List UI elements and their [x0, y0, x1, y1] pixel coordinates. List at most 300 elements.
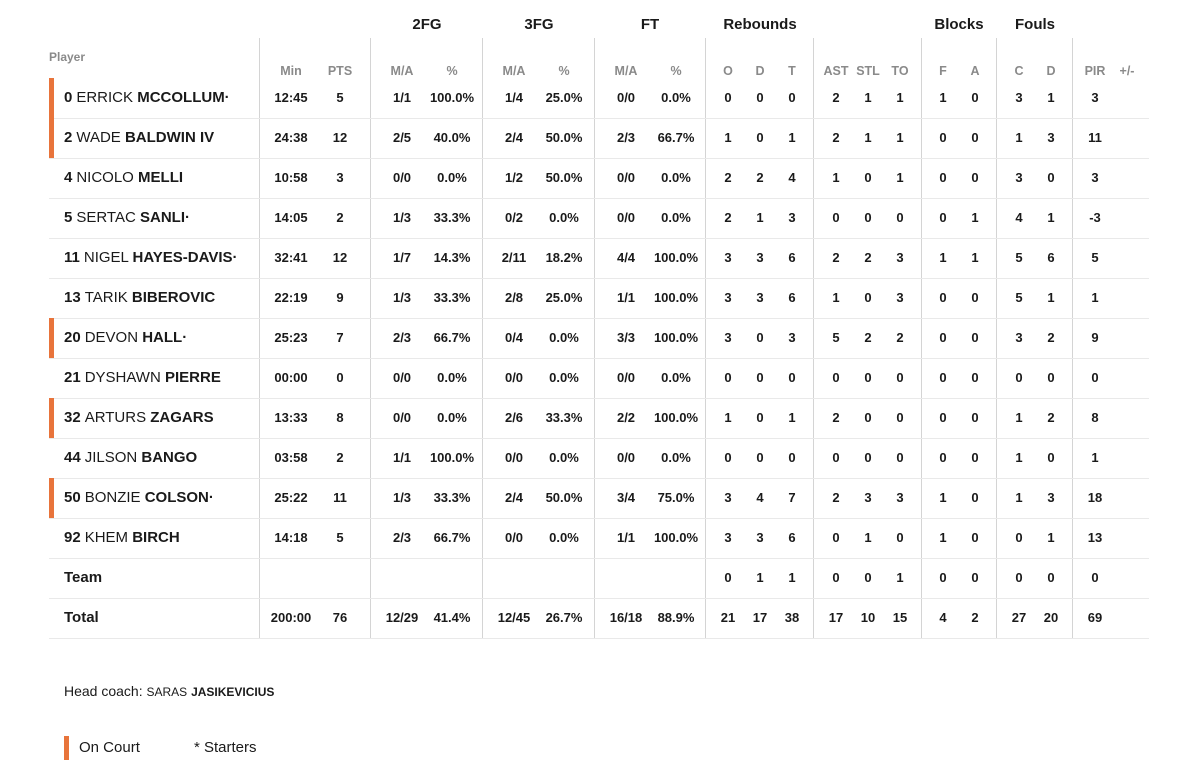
col-header-pir: PIR	[1084, 64, 1106, 78]
col-header-ft-ma: M/A	[614, 64, 638, 78]
stat-pts: 9	[336, 290, 344, 305]
stat-2fg-ma: 1/3	[392, 490, 412, 505]
stat-to: 1	[896, 130, 904, 145]
stat-stl: 2	[864, 330, 872, 345]
stat-foul-d: 20	[1043, 610, 1059, 625]
player-name[interactable]	[64, 329, 187, 346]
player-first-name: DYSHAWN	[84, 369, 161, 386]
stat-blk-f: 1	[939, 530, 947, 545]
col-header-3fg-pct: %	[558, 64, 570, 78]
stat-blk-f: 0	[939, 130, 947, 145]
stat-reb-o: 3	[724, 250, 732, 265]
stat-foul-c: 27	[1011, 610, 1027, 625]
stat-3fg-ma: 2/11	[501, 250, 527, 265]
col-header-reb-o: O	[723, 64, 733, 78]
stat-reb-o: 2	[724, 210, 732, 225]
stat-reb-t: 3	[788, 210, 796, 225]
group-blocks: Blocks	[934, 16, 984, 33]
player-name[interactable]	[64, 249, 238, 266]
stat-ft-pct: 75.0%	[657, 490, 695, 505]
stat-ft-ma: 4/4	[616, 250, 636, 265]
stat-reb-o: 21	[720, 610, 736, 625]
stat-3fg-pct: 26.7%	[545, 610, 583, 625]
stat-reb-d: 4	[756, 490, 764, 505]
stat-blk-f: 0	[939, 290, 947, 305]
stat-reb-t: 0	[788, 450, 796, 465]
stat-foul-c: 5	[1015, 290, 1023, 305]
player-row	[49, 78, 1149, 119]
stat-min: 10:58	[274, 170, 308, 185]
stat-reb-t: 1	[788, 570, 796, 585]
player-row	[49, 318, 1149, 359]
player-number: 50	[64, 489, 81, 506]
stat-2fg-pct: 0.0%	[437, 170, 467, 185]
stat-reb-d: 3	[756, 530, 764, 545]
stat-2fg-ma: 0/0	[392, 370, 412, 385]
on-court-marker-icon	[49, 78, 54, 118]
stat-3fg-ma: 2/6	[504, 410, 524, 425]
stat-3fg-ma: 1/2	[504, 170, 524, 185]
group-fouls: Fouls	[1015, 16, 1055, 33]
stat-to: 15	[892, 610, 908, 625]
stat-2fg-pct: 33.3%	[433, 490, 471, 505]
col-header-pts: PTS	[327, 64, 353, 78]
stat-blk-f: 4	[939, 610, 947, 625]
stat-foul-d: 6	[1047, 250, 1055, 265]
stat-foul-c: 3	[1015, 170, 1023, 185]
stat-2fg-pct: 40.0%	[433, 130, 471, 145]
stat-stl: 0	[864, 450, 872, 465]
stat-ft-pct: 0.0%	[661, 170, 691, 185]
head-coach-label: Head coach:	[64, 683, 143, 699]
stat-ast: 2	[832, 130, 840, 145]
stat-min: 14:18	[274, 530, 308, 545]
on-court-marker-icon	[64, 736, 69, 760]
stat-reb-o: 3	[724, 330, 732, 345]
stat-ast: 0	[832, 450, 840, 465]
stat-stl: 0	[864, 370, 872, 385]
stat-foul-c: 0	[1015, 530, 1023, 545]
stat-stl: 0	[864, 570, 872, 585]
player-first-name: ARTURS	[84, 409, 147, 426]
player-row	[49, 478, 1149, 519]
stat-to: 0	[896, 410, 904, 425]
stat-reb-t: 6	[788, 530, 796, 545]
stat-foul-d: 1	[1047, 290, 1055, 305]
total-row	[49, 598, 1149, 639]
player-name[interactable]	[64, 169, 183, 186]
stat-2fg-ma: 2/3	[392, 330, 412, 345]
stat-2fg-ma: 12/29	[385, 610, 419, 625]
stat-stl: 1	[864, 130, 872, 145]
stat-ast: 2	[832, 90, 840, 105]
stat-ft-pct: 0.0%	[661, 90, 691, 105]
stat-3fg-ma: 0/0	[504, 370, 524, 385]
stat-to: 0	[896, 530, 904, 545]
stat-ft-ma: 1/1	[616, 530, 636, 545]
stat-2fg-pct: 0.0%	[437, 410, 467, 425]
stat-min: 03:58	[274, 450, 308, 465]
stat-reb-d: 3	[756, 290, 764, 305]
stat-2fg-pct: 33.3%	[433, 290, 471, 305]
stat-2fg-ma: 1/1	[392, 90, 412, 105]
col-header-blk-a: A	[970, 64, 980, 78]
stat-foul-d: 2	[1047, 410, 1055, 425]
stat-ast: 5	[832, 330, 840, 345]
stat-pir: 18	[1087, 490, 1103, 505]
stat-ft-pct: 100.0%	[653, 530, 699, 545]
stat-to: 1	[896, 570, 904, 585]
stat-reb-o: 3	[724, 490, 732, 505]
player-number: 21	[64, 369, 81, 386]
stat-foul-c: 1	[1015, 410, 1023, 425]
legend-on-court: On Court	[79, 739, 140, 756]
stat-min: 13:33	[274, 410, 308, 425]
stat-reb-d: 0	[756, 410, 764, 425]
stat-foul-d: 2	[1047, 330, 1055, 345]
stat-pts: 7	[336, 330, 344, 345]
stat-2fg-ma: 1/1	[392, 450, 412, 465]
stat-reb-t: 6	[788, 290, 796, 305]
stat-2fg-ma: 0/0	[392, 170, 412, 185]
stat-ast: 0	[832, 210, 840, 225]
on-court-marker-icon	[49, 398, 54, 438]
player-name[interactable]	[64, 449, 197, 466]
stat-stl: 0	[864, 170, 872, 185]
stat-ast: 2	[832, 490, 840, 505]
player-number: 32	[64, 409, 81, 426]
stat-3fg-ma: 0/0	[504, 450, 524, 465]
stat-blk-f: 0	[939, 170, 947, 185]
head-coach-first-name: SARAS	[146, 685, 188, 699]
stat-blk-a: 0	[971, 290, 979, 305]
player-last-name: BIRCH	[132, 529, 180, 546]
stat-reb-d: 3	[756, 250, 764, 265]
player-last-name: HALL·	[142, 329, 188, 346]
player-number: 5	[64, 209, 73, 226]
stat-blk-a: 0	[971, 170, 979, 185]
stat-reb-o: 1	[724, 130, 732, 145]
head-coach	[64, 683, 274, 699]
stat-reb-t: 3	[788, 330, 796, 345]
stat-3fg-pct: 50.0%	[545, 490, 583, 505]
stat-to: 3	[896, 490, 904, 505]
stat-to: 2	[896, 330, 904, 345]
stat-ft-ma: 16/18	[609, 610, 643, 625]
stat-pts: 12	[332, 250, 348, 265]
stat-pir: 1	[1091, 290, 1099, 305]
col-header-foul-d: D	[1046, 64, 1056, 78]
stat-foul-d: 3	[1047, 490, 1055, 505]
stat-foul-d: 0	[1047, 450, 1055, 465]
stat-pir: 0	[1091, 570, 1099, 585]
stat-foul-c: 5	[1015, 250, 1023, 265]
stat-3fg-ma: 12/45	[497, 610, 531, 625]
stat-reb-t: 6	[788, 250, 796, 265]
stat-foul-d: 0	[1047, 370, 1055, 385]
stat-2fg-ma: 0/0	[392, 410, 412, 425]
stat-pts: 2	[336, 210, 344, 225]
stat-blk-f: 0	[939, 210, 947, 225]
stat-pir: 0	[1091, 370, 1099, 385]
stat-min: 25:23	[274, 330, 308, 345]
col-header-plus-minus: +/-	[1119, 64, 1135, 78]
stat-ft-ma: 0/0	[616, 90, 636, 105]
stat-blk-a: 0	[971, 330, 979, 345]
stat-foul-c: 1	[1015, 450, 1023, 465]
stat-2fg-pct: 14.3%	[433, 250, 471, 265]
stat-blk-f: 0	[939, 410, 947, 425]
stat-pir: 13	[1087, 530, 1103, 545]
stat-pts: 3	[336, 170, 344, 185]
player-first-name: SERTAC	[76, 209, 136, 226]
stat-reb-o: 1	[724, 410, 732, 425]
stat-reb-t: 4	[788, 170, 796, 185]
stat-2fg-pct: 100.0%	[429, 450, 475, 465]
stat-3fg-pct: 50.0%	[545, 130, 583, 145]
stat-ast: 0	[832, 530, 840, 545]
stat-2fg-pct: 41.4%	[433, 610, 471, 625]
stat-reb-o: 3	[724, 530, 732, 545]
stat-ft-ma: 1/1	[616, 290, 636, 305]
col-header-to: TO	[891, 64, 909, 78]
stat-blk-a: 0	[971, 130, 979, 145]
stat-3fg-ma: 2/4	[504, 130, 524, 145]
stat-ft-pct: 88.9%	[657, 610, 695, 625]
stat-stl: 0	[864, 210, 872, 225]
player-last-name: PIERRE	[164, 369, 221, 386]
col-header-2fg-ma: M/A	[390, 64, 414, 78]
stat-min: 14:05	[274, 210, 308, 225]
stat-pts: 5	[336, 530, 344, 545]
player-name[interactable]	[64, 369, 221, 386]
stat-reb-o: 0	[724, 570, 732, 585]
player-first-name: NIGEL	[83, 249, 129, 266]
player-row	[49, 198, 1149, 239]
stat-3fg-ma: 0/2	[504, 210, 524, 225]
stat-foul-d: 0	[1047, 570, 1055, 585]
group-3fg: 3FG	[524, 16, 554, 33]
stat-reb-d: 1	[756, 210, 764, 225]
stat-reb-d: 0	[756, 450, 764, 465]
col-header-reb-t: T	[788, 64, 796, 78]
player-first-name: DEVON	[84, 329, 139, 346]
stat-2fg-ma: 2/5	[392, 130, 412, 145]
stat-ast: 0	[832, 570, 840, 585]
player-name[interactable]	[64, 529, 180, 546]
stat-pts: 8	[336, 410, 344, 425]
stat-to: 3	[896, 250, 904, 265]
player-number: 44	[64, 449, 81, 466]
player-name[interactable]	[64, 489, 214, 506]
stat-reb-t: 38	[784, 610, 800, 625]
stat-ft-ma: 2/2	[616, 410, 636, 425]
player-row	[49, 518, 1149, 559]
player-number: 0	[64, 89, 73, 106]
player-last-name: MCCOLLUM·	[137, 89, 230, 106]
stat-blk-a: 0	[971, 570, 979, 585]
player-number: 4	[64, 169, 73, 186]
stat-reb-d: 0	[756, 130, 764, 145]
stat-pir: 8	[1091, 410, 1099, 425]
player-number: 2	[64, 129, 73, 146]
stat-3fg-pct: 25.0%	[545, 290, 583, 305]
col-header-blk-f: F	[939, 64, 947, 78]
stat-foul-c: 1	[1015, 130, 1023, 145]
stat-stl: 1	[864, 90, 872, 105]
stat-pts: 0	[336, 370, 344, 385]
stat-min: 12:45	[274, 90, 308, 105]
col-header-3fg-ma: M/A	[502, 64, 526, 78]
stat-blk-f: 1	[939, 250, 947, 265]
on-court-marker-icon	[49, 118, 54, 158]
stat-reb-o: 0	[724, 370, 732, 385]
team-row	[49, 558, 1149, 599]
player-number: 92	[64, 529, 81, 546]
stat-reb-t: 1	[788, 130, 796, 145]
stat-reb-d: 1	[756, 570, 764, 585]
player-name[interactable]	[64, 289, 215, 306]
stat-3fg-pct: 18.2%	[545, 250, 583, 265]
player-name[interactable]	[64, 409, 214, 426]
stat-2fg-ma: 1/3	[392, 210, 412, 225]
stat-reb-o: 2	[724, 170, 732, 185]
stat-to: 0	[896, 450, 904, 465]
stat-blk-f: 0	[939, 330, 947, 345]
player-row	[49, 438, 1149, 479]
stat-pir: 3	[1091, 170, 1099, 185]
stat-pir: 1	[1091, 450, 1099, 465]
stat-pir: -3	[1089, 210, 1101, 225]
stat-reb-o: 0	[724, 450, 732, 465]
stat-2fg-ma: 2/3	[392, 530, 412, 545]
player-row	[49, 358, 1149, 399]
stat-blk-a: 0	[971, 410, 979, 425]
player-name[interactable]	[64, 209, 190, 226]
group-rebounds: Rebounds	[723, 16, 797, 33]
stat-3fg-pct: 33.3%	[545, 410, 583, 425]
player-name[interactable]	[64, 129, 214, 146]
stat-blk-a: 0	[971, 530, 979, 545]
stat-to: 1	[896, 90, 904, 105]
stat-min: 22:19	[274, 290, 308, 305]
stat-ft-ma: 0/0	[616, 170, 636, 185]
stat-blk-f: 0	[939, 450, 947, 465]
col-header-ft-pct: %	[670, 64, 682, 78]
stat-foul-d: 0	[1047, 170, 1055, 185]
player-last-name: HAYES-DAVIS·	[132, 249, 238, 266]
player-row	[49, 398, 1149, 439]
stat-reb-d: 0	[756, 90, 764, 105]
stat-ast: 1	[832, 290, 840, 305]
stat-3fg-ma: 0/0	[504, 530, 524, 545]
stat-ast: 2	[832, 410, 840, 425]
stat-min: 24:38	[274, 130, 308, 145]
stat-blk-f: 0	[939, 570, 947, 585]
stat-stl: 1	[864, 530, 872, 545]
stat-3fg-ma: 2/4	[504, 490, 524, 505]
stat-pir: 9	[1091, 330, 1099, 345]
stat-foul-d: 3	[1047, 130, 1055, 145]
stat-reb-t: 0	[788, 90, 796, 105]
stat-stl: 3	[864, 490, 872, 505]
stat-2fg-ma: 1/7	[392, 250, 412, 265]
stat-foul-c: 3	[1015, 330, 1023, 345]
stat-ft-pct: 100.0%	[653, 290, 699, 305]
stat-stl: 10	[860, 610, 876, 625]
stat-blk-a: 0	[971, 490, 979, 505]
stat-pts: 11	[333, 490, 347, 505]
stat-pts: 2	[336, 450, 344, 465]
col-header-reb-d: D	[755, 64, 765, 78]
stat-stl: 0	[864, 410, 872, 425]
stat-3fg-ma: 2/8	[504, 290, 524, 305]
stat-ft-ma: 0/0	[616, 370, 636, 385]
player-last-name: MELLI	[138, 169, 184, 186]
stat-to: 3	[896, 290, 904, 305]
stat-ast: 17	[828, 610, 844, 625]
stat-pir: 69	[1087, 610, 1103, 625]
stat-ft-pct: 66.7%	[657, 130, 695, 145]
stat-3fg-ma: 0/4	[504, 330, 524, 345]
player-number: 11	[64, 249, 80, 266]
team-label: Team	[64, 569, 103, 586]
stat-ast: 2	[832, 250, 840, 265]
player-number: 13	[64, 289, 81, 306]
player-first-name: TARIK	[84, 289, 128, 306]
stat-stl: 0	[864, 290, 872, 305]
player-name[interactable]	[64, 89, 230, 106]
col-header-stl: STL	[856, 64, 880, 78]
stat-ft-ma: 0/0	[616, 210, 636, 225]
stat-ast: 1	[832, 170, 840, 185]
stat-blk-f: 1	[939, 490, 947, 505]
stat-pir: 3	[1091, 90, 1099, 105]
legend-starters: * Starters	[194, 739, 257, 756]
stat-blk-a: 1	[971, 210, 979, 225]
player-first-name: ERRICK	[76, 89, 134, 106]
stat-pts: 76	[332, 610, 348, 625]
player-number: 20	[64, 329, 81, 346]
stat-foul-c: 0	[1015, 370, 1023, 385]
stat-to: 1	[896, 170, 904, 185]
player-row	[49, 278, 1149, 319]
player-first-name: WADE	[76, 129, 121, 146]
stat-reb-d: 0	[756, 330, 764, 345]
player-first-name: KHEM	[84, 529, 129, 546]
stat-ft-ma: 0/0	[616, 450, 636, 465]
player-last-name: BALDWIN IV	[124, 129, 215, 146]
player-column-header: Player	[49, 50, 86, 64]
stat-2fg-pct: 66.7%	[433, 330, 471, 345]
stat-blk-f: 0	[939, 370, 947, 385]
stat-2fg-ma: 1/3	[392, 290, 412, 305]
stat-blk-a: 2	[971, 610, 979, 625]
player-last-name: BIBEROVIC	[131, 289, 216, 306]
stat-reb-t: 7	[788, 490, 796, 505]
stat-to: 0	[896, 370, 904, 385]
player-first-name: NICOLO	[76, 169, 134, 186]
stat-3fg-pct: 0.0%	[549, 370, 579, 385]
stat-blk-f: 1	[939, 90, 947, 105]
stat-reb-o: 0	[724, 90, 732, 105]
stat-blk-a: 0	[971, 370, 979, 385]
stat-reb-d: 0	[756, 370, 764, 385]
total-label: Total	[64, 609, 99, 626]
stat-pir: 11	[1088, 130, 1102, 145]
player-row	[49, 158, 1149, 199]
on-court-marker-icon	[49, 478, 54, 518]
